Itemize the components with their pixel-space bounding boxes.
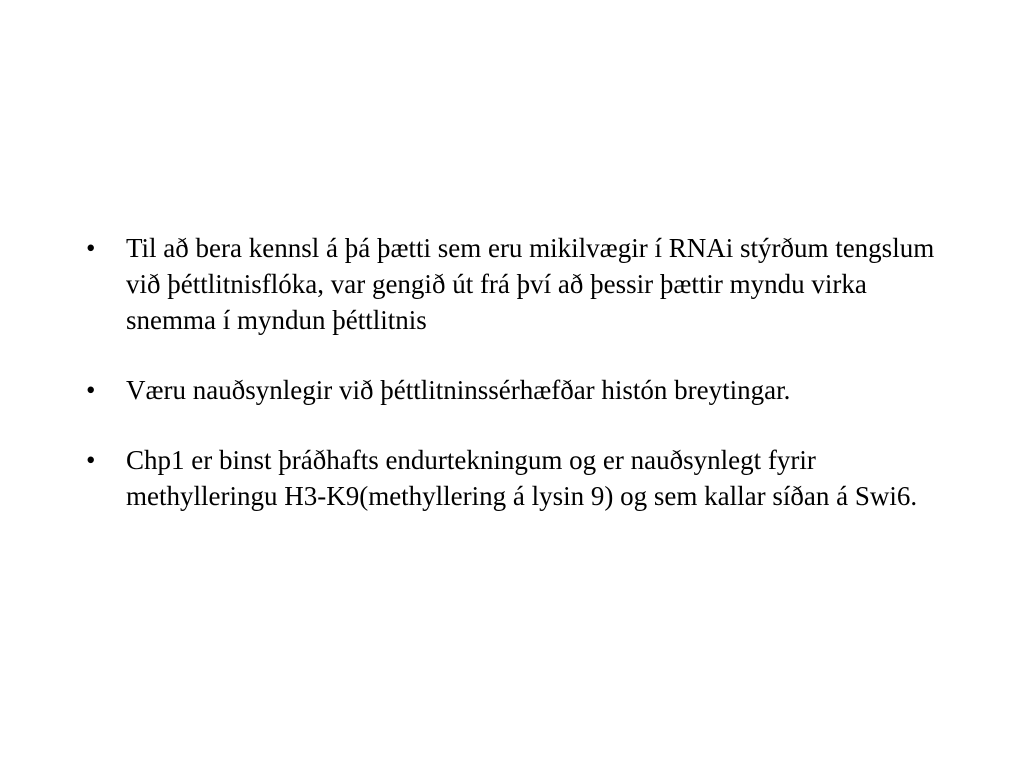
bullet-icon: •: [86, 445, 96, 475]
bullet-item-2: [86, 372, 946, 408]
bullet-text: Til að bera kennsl á þá þætti sem eru mikilvægir í RNAi stýrðum tengslum við þéttlitnisflóka, var gengið út frá því að þessir þættir myndu virka snemma í myndun þéttlitnis: [126, 233, 935, 335]
bullet-item-1: [86, 230, 946, 338]
bullet-text: Væru nauðsynlegir við þéttlitninssérhæfðar histón breytingar.: [126, 375, 791, 405]
bullet-item-3: [86, 442, 946, 514]
bullet-list: [86, 230, 946, 514]
bullet-icon: •: [86, 233, 96, 263]
bullet-icon: •: [86, 375, 96, 405]
bullet-text: Chp1 er binst þráðhafts endurtekningum og er nauðsynlegt fyrir methylleringu H3-K9(methyllering á lysin 9) og sem kallar síðan á Swi6.: [126, 445, 918, 511]
